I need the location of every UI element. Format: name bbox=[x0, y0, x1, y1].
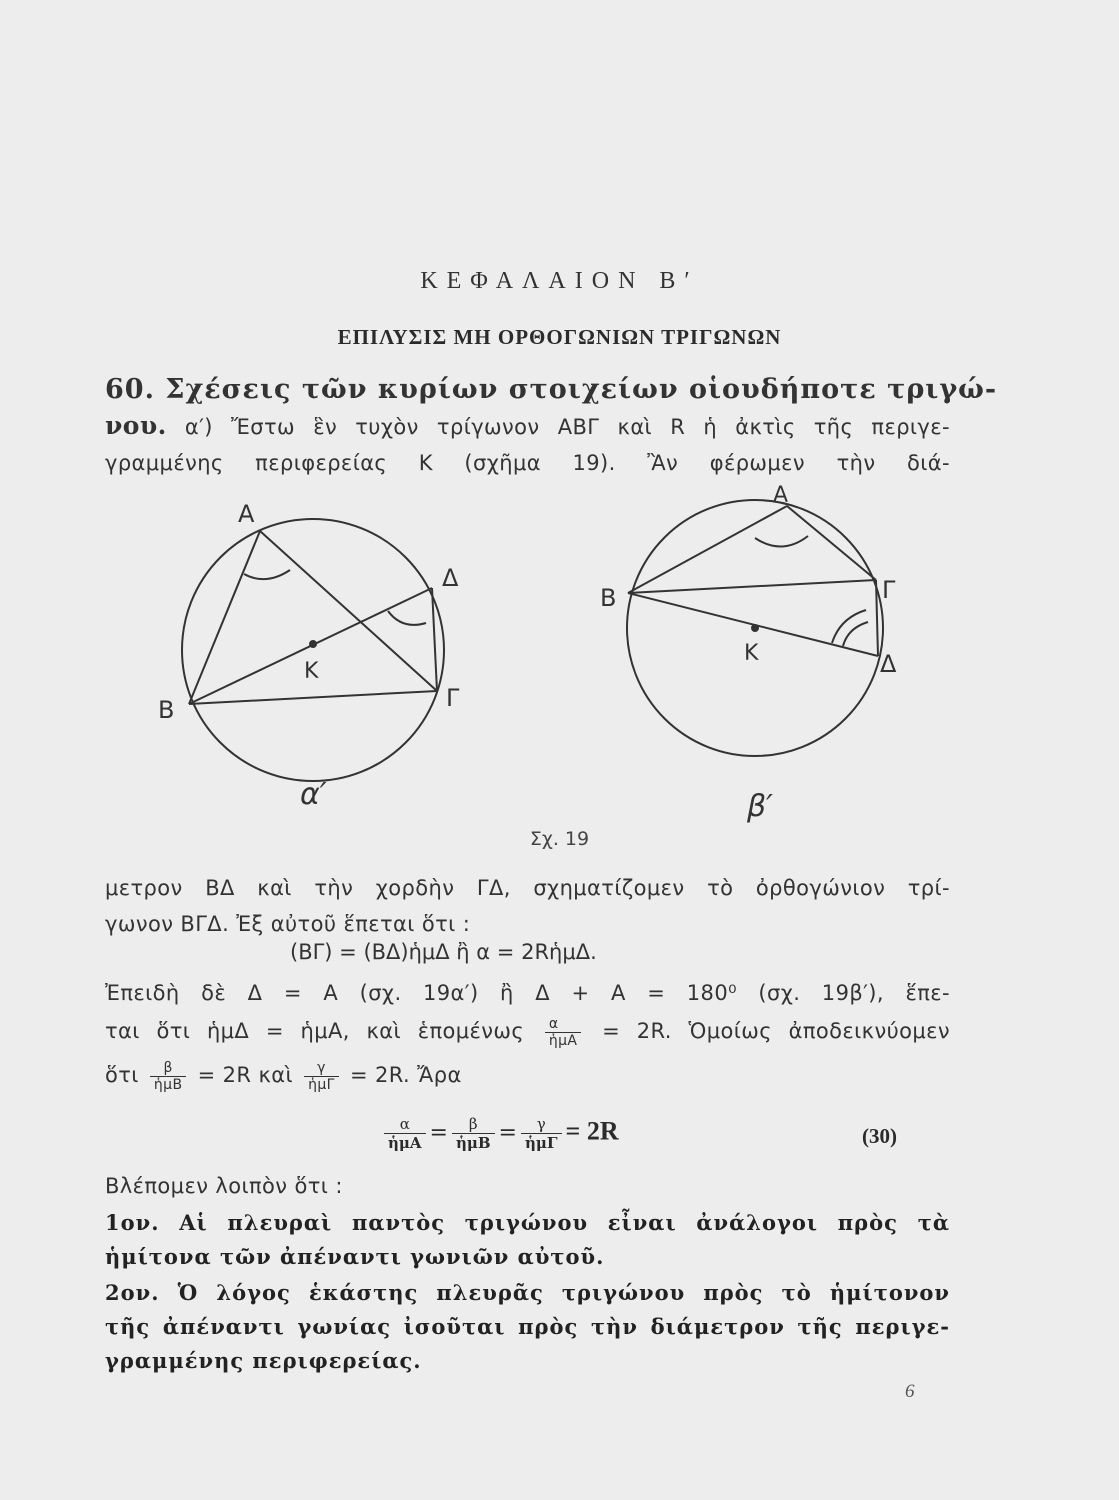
section-60-intro bbox=[105, 372, 998, 481]
para3-line-3: ὅτι $\frac{\beta}{\text{ἡμΒ}}$ = 2R καὶ $\frac{\gamma}{\text{ἡμΓ}}$ = 2R. Ἄρα bbox=[105, 1059, 462, 1093]
label-B-right: Β bbox=[600, 584, 617, 612]
rule2-line-1: 2ον. Ὁ λόγος ἑκάστης πλευρᾶς τριγώνου πρὸς τὸ ἡμίτονον bbox=[105, 1280, 950, 1305]
paragraph-3 bbox=[105, 975, 950, 1099]
law-of-sines-formula: $\frac{\alpha}{\text{ἡμΑ}}$ = $\frac{\beta}{\text{ἡμΒ}}$ = $\frac{\gamma}{\text{ἡμΓ}}$ = 2R bbox=[380, 1115, 619, 1152]
figure-19-beta bbox=[627, 500, 883, 756]
rule2-line-2: τῆς ἀπέναντι γωνίας ἰσοῦται πρὸς τὴν διάμετρον τῆς περιγε- bbox=[105, 1314, 950, 1339]
para2-line-1: μετρον ΒΔ καὶ τὴν χορδὴν ΓΔ, σχηματίζομεν τὸ ὀρθογώνιον τρί- bbox=[105, 876, 950, 900]
rule1-line-1: 1ον. Αἱ πλευραὶ παντὸς τριγώνου εἶναι ἀνάλογοι πρὸς τὰ bbox=[105, 1210, 950, 1235]
label-K-left: Κ bbox=[304, 659, 319, 684]
angle-A-arc bbox=[244, 570, 290, 579]
frac-alpha: $\frac{\alpha}{\text{ἡμΑ}}$ bbox=[384, 1115, 426, 1152]
intro-line-3: γραμμένης περιφερείας Κ (σχῆμα 19). Ἂν φέρωμεν τὴν διά- bbox=[105, 451, 950, 475]
rule1-line-2: ἡμίτονα τῶν ἀπέναντι γωνιῶν αὐτοῦ. bbox=[105, 1244, 605, 1269]
center-K-dot bbox=[310, 641, 316, 647]
side-AG-right bbox=[787, 506, 876, 580]
intro-line-2: νου. α′) Ἔστω ἓν τυχὸν τρίγωνον ΑΒΓ καὶ R ἡ ἀκτὶς τῆς περιγε- bbox=[105, 411, 950, 440]
center-K-dot-right bbox=[752, 625, 758, 631]
paragraph-2 bbox=[105, 870, 950, 942]
formula-bg: (ΒΓ) = (ΒΔ)ἡμΔ ἢ α = 2RἡμΔ. bbox=[290, 940, 597, 964]
angle-A-arc-right bbox=[755, 536, 808, 547]
angle-D-arc bbox=[388, 611, 426, 625]
paragraph-4: Βλέπομεν λοιπὸν ὅτι : bbox=[105, 1174, 343, 1198]
figure-19-alpha bbox=[182, 519, 444, 781]
label-D-left: Δ bbox=[442, 564, 459, 592]
chapter-heading: ΚΕΦΑΛΑΙΟΝ Β′ bbox=[420, 268, 699, 294]
figure-caption: Σχ. 19 bbox=[529, 828, 590, 850]
side-AG bbox=[260, 531, 437, 691]
label-G-left: Γ bbox=[446, 684, 460, 712]
chapter-subtitle: ΕΠΙΛΥΣΙΣ ΜΗ ΟΡΘΟΓΩΝΙΩΝ ΤΡΙΓΩΝΩΝ bbox=[337, 325, 782, 349]
label-D-right: Δ bbox=[880, 650, 897, 678]
label-alpha-prime: α′ bbox=[300, 777, 327, 812]
rule-1 bbox=[105, 1206, 950, 1274]
figure-19 bbox=[140, 478, 940, 828]
para2-line-2: γωνον ΒΓΔ. Ἐξ αὐτοῦ ἕπεται ὅτι : bbox=[105, 912, 471, 936]
side-AB bbox=[189, 531, 260, 704]
side-BA bbox=[628, 506, 787, 593]
para3-line-2: ται ὅτι ἡμΔ = ἡμΑ, καὶ ἑπομένως $\frac{\alpha}{\text{ἡμΑ}}$ = 2R. Ὁμοίως ἀποδεικνύομεν bbox=[105, 1015, 951, 1049]
frac-gamma: $\frac{\gamma}{\text{ἡμΓ}}$ bbox=[521, 1115, 562, 1152]
equation-number: (30) bbox=[862, 1124, 897, 1148]
frac-beta: $\frac{\beta}{\text{ἡμΒ}}$ bbox=[452, 1115, 495, 1152]
side-BG-right bbox=[628, 580, 876, 593]
fraction-b-over-sinB: $\frac{\beta}{\text{ἡμΒ}}$ bbox=[150, 1060, 187, 1093]
side-BG bbox=[189, 691, 437, 704]
rule-2 bbox=[105, 1276, 950, 1378]
angle-D-arc-outer bbox=[832, 610, 866, 643]
page-number: 6 bbox=[905, 1381, 915, 1402]
rule2-line-3: γραμμένης περιφερείας. bbox=[105, 1348, 422, 1373]
circumcircle-left bbox=[182, 519, 444, 781]
label-B-left: Β bbox=[158, 696, 175, 724]
section-title: 60. Σχέσεις τῶν κυρίων στοιχείων οἱουδήποτε τριγώ- bbox=[105, 374, 998, 405]
fraction-c-over-sinG: $\frac{\gamma}{\text{ἡμΓ}}$ bbox=[304, 1060, 339, 1093]
label-A-right: Α bbox=[773, 483, 789, 508]
fraction-a-over-sinA: $\frac{\alpha}{\text{ἡμΑ}}$ bbox=[545, 1016, 582, 1049]
label-beta-prime: β′ bbox=[747, 789, 773, 824]
label-A-left: Α bbox=[238, 500, 255, 528]
angle-D-arc-inner bbox=[843, 622, 868, 646]
label-G-right: Γ bbox=[882, 576, 896, 604]
label-K-right: Κ bbox=[744, 641, 759, 666]
para3-line-1: Ἐπειδὴ δὲ Δ = Α (σχ. 19α′) ἢ Δ + Α = 180⁰ (σχ. 19β′), ἕπε- bbox=[105, 981, 950, 1005]
